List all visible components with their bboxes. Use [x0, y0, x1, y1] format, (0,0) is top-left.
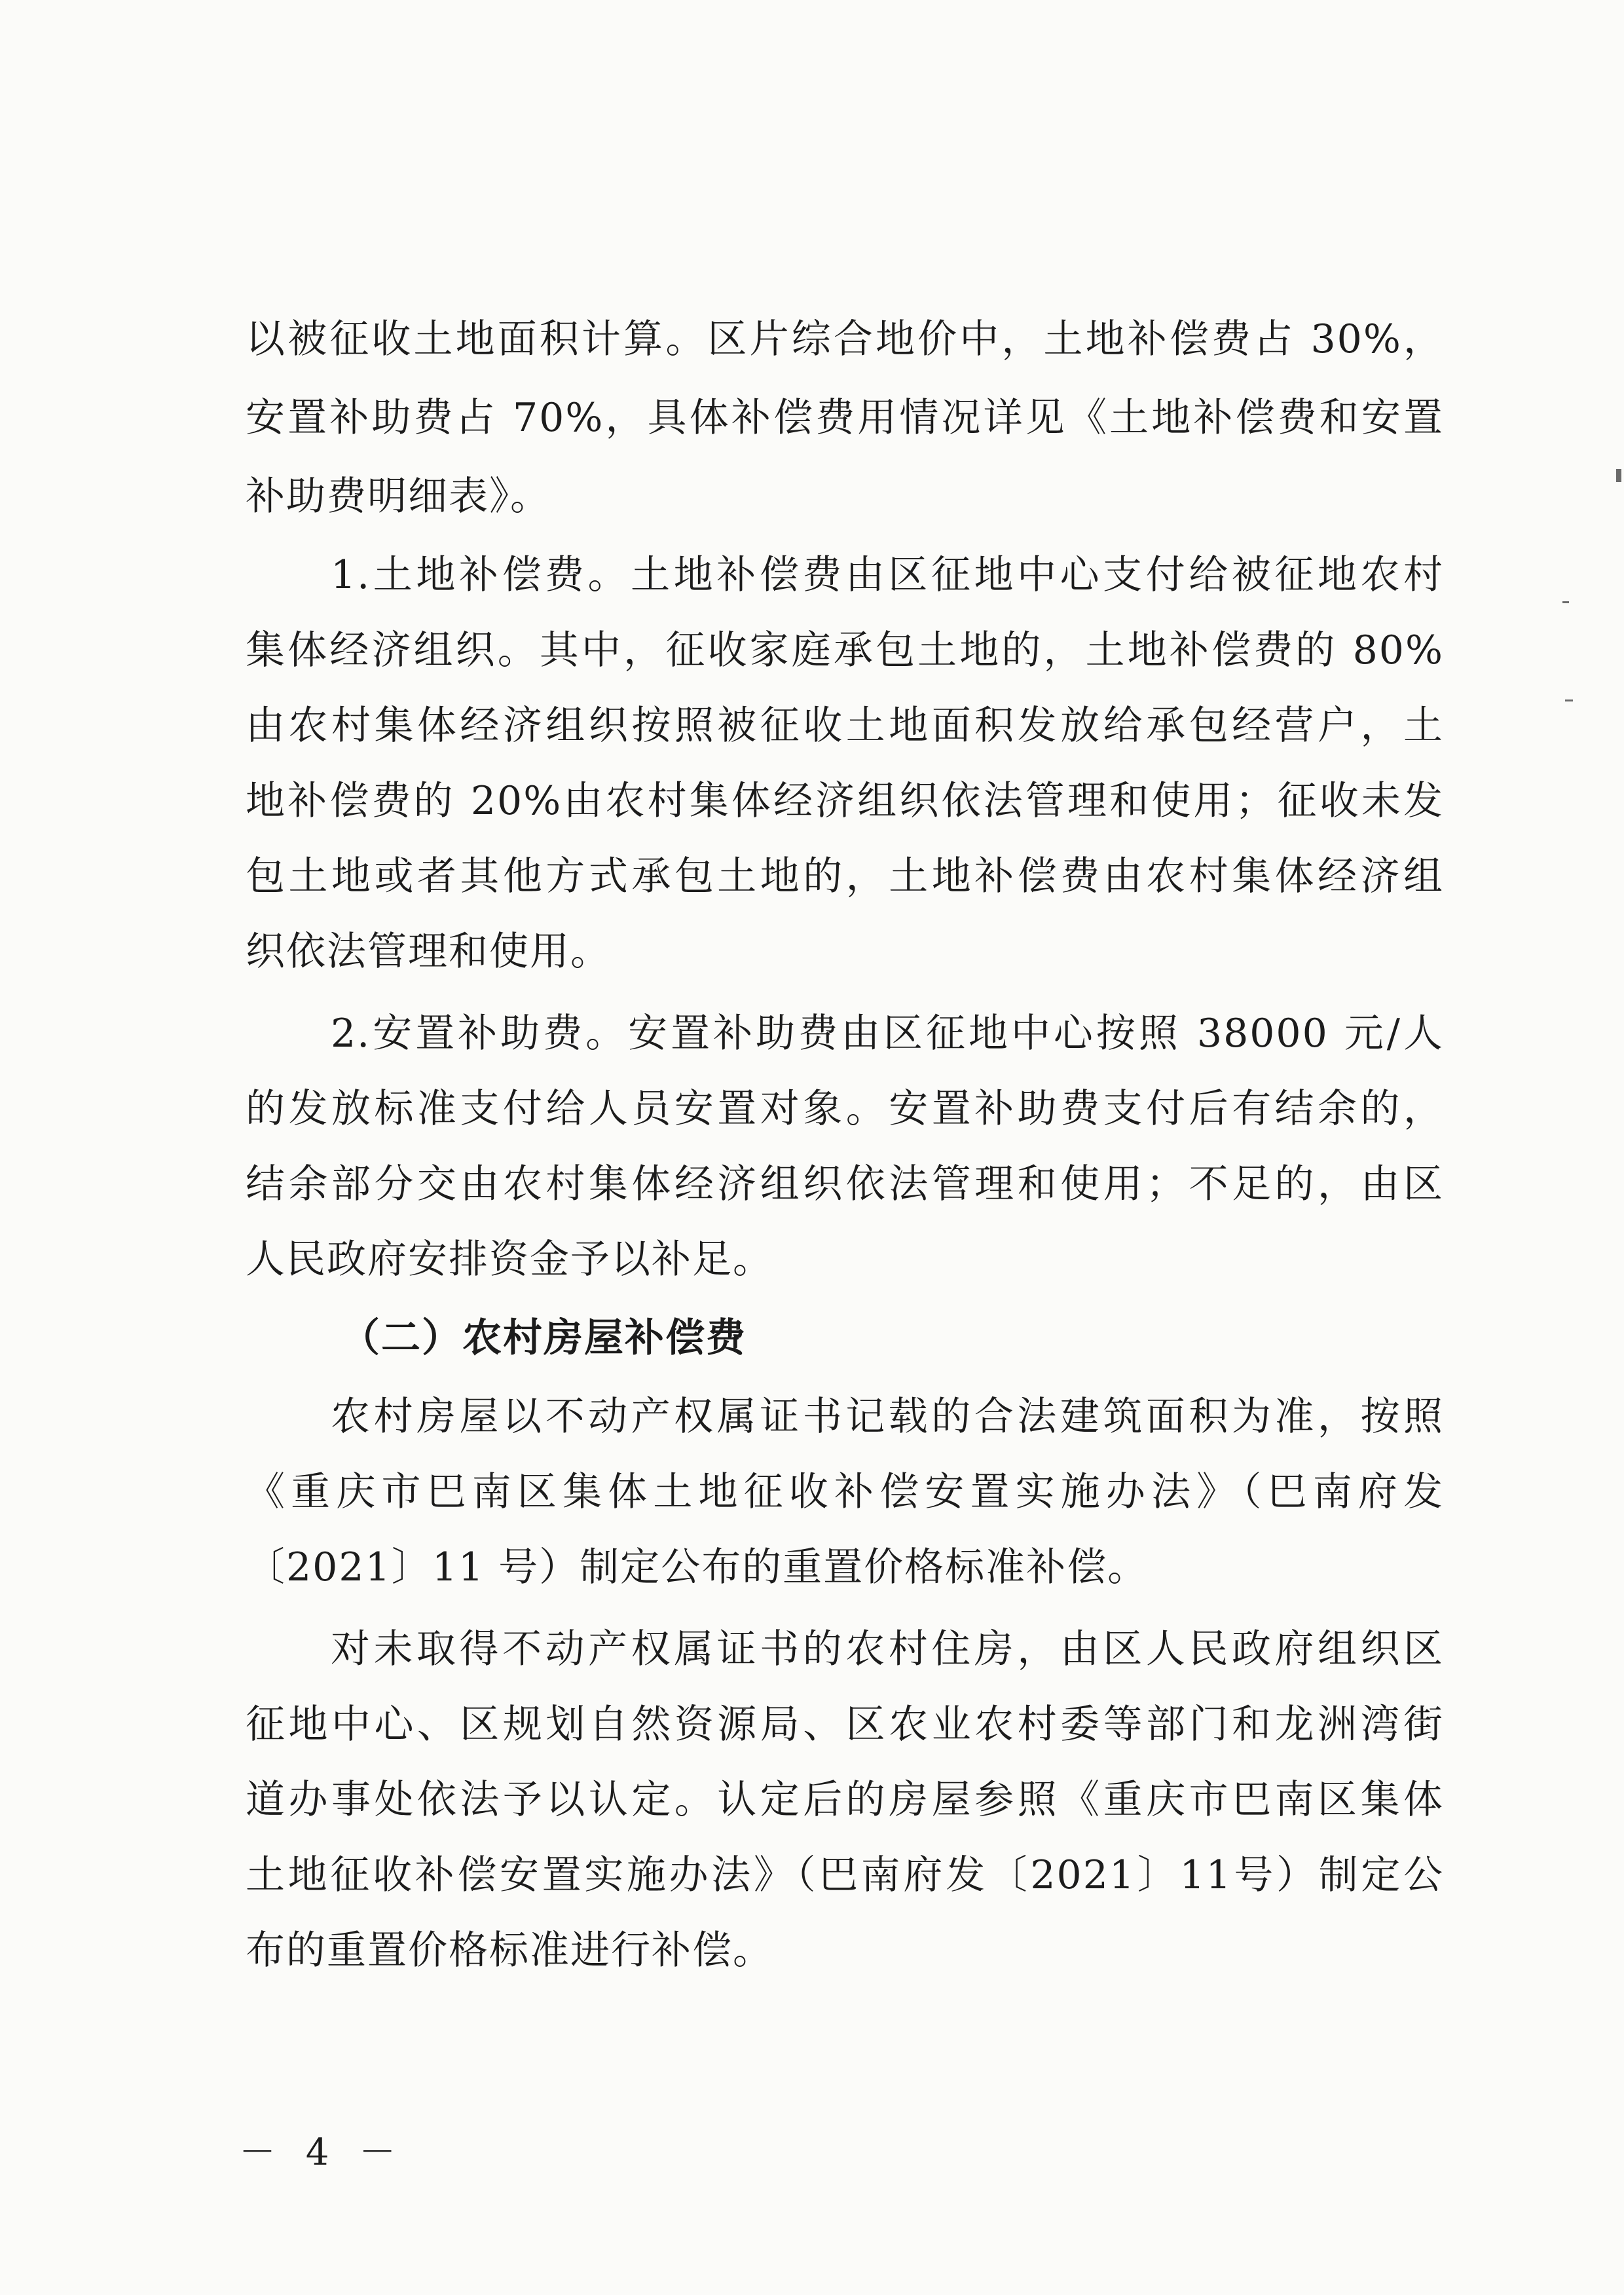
- text-line-6: 由农村集体经济组织按照被征收土地面积发放给承包经营户，土: [246, 703, 1444, 749]
- text-line-17: 〔2021〕11 号）制定公布的重置价格标准补偿。: [246, 1544, 1149, 1590]
- text-line-18: 对未取得不动产权属证书的农村住房，由区人民政府组织区: [331, 1626, 1444, 1672]
- text-line-11: 的发放标准支付给人员安置对象。安置补助费支付后有结余的，: [246, 1086, 1444, 1132]
- text-line-8: 包土地或者其他方式承包土地的，土地补偿费由农村集体经济组: [246, 853, 1444, 899]
- text-line-21: 土地征收补偿安置实施办法》（巴南府发〔2021〕11号）制定公: [246, 1852, 1444, 1898]
- text-line-1: 以被征收土地面积计算。区片综合地价中，土地补偿费占 30%，: [246, 316, 1444, 362]
- text-line-16: 《重庆市巴南区集体土地征收补偿安置实施办法》（巴南府发: [246, 1469, 1444, 1515]
- text-line-13: 人民政府安排资金予以补足。: [246, 1237, 773, 1282]
- text-line-7: 地补偿费的 20%由农村集体经济组织依法管理和使用；征收未发: [246, 778, 1444, 824]
- text-line-19: 征地中心、区规划自然资源局、区农业农村委等部门和龙洲湾街: [246, 1702, 1444, 1747]
- page-number: － 4 －: [239, 2131, 405, 2174]
- text-line-9: 织依法管理和使用。: [246, 929, 611, 975]
- scan-artifact: [1562, 601, 1569, 603]
- text-line-10: 2.安置补助费。安置补助费由区征地中心按照 38000 元/人: [331, 1011, 1444, 1056]
- text-line-3: 补助费明细表》。: [246, 474, 551, 519]
- text-line-12: 结余部分交由农村集体经济组织依法管理和使用；不足的，由区: [246, 1161, 1444, 1207]
- text-line-20: 道办事处依法予以认定。认定后的房屋参照《重庆市巴南区集体: [246, 1777, 1444, 1823]
- section-heading: （二）农村房屋补偿费: [341, 1315, 747, 1361]
- text-line-5: 集体经济组织。其中，征收家庭承包土地的，土地补偿费的 80%: [246, 627, 1444, 673]
- text-line-22: 布的重置价格标准进行补偿。: [246, 1928, 773, 1973]
- scan-artifact: [1616, 469, 1621, 482]
- text-line-4: 1.土地补偿费。土地补偿费由区征地中心支付给被征地农村: [331, 552, 1444, 598]
- text-line-15: 农村房屋以不动产权属证书记载的合法建筑面积为准，按照: [331, 1394, 1444, 1440]
- text-line-2: 安置补助费占 70%，具体补偿费用情况详见《土地补偿费和安置: [246, 395, 1444, 441]
- scan-artifact: [1565, 700, 1573, 701]
